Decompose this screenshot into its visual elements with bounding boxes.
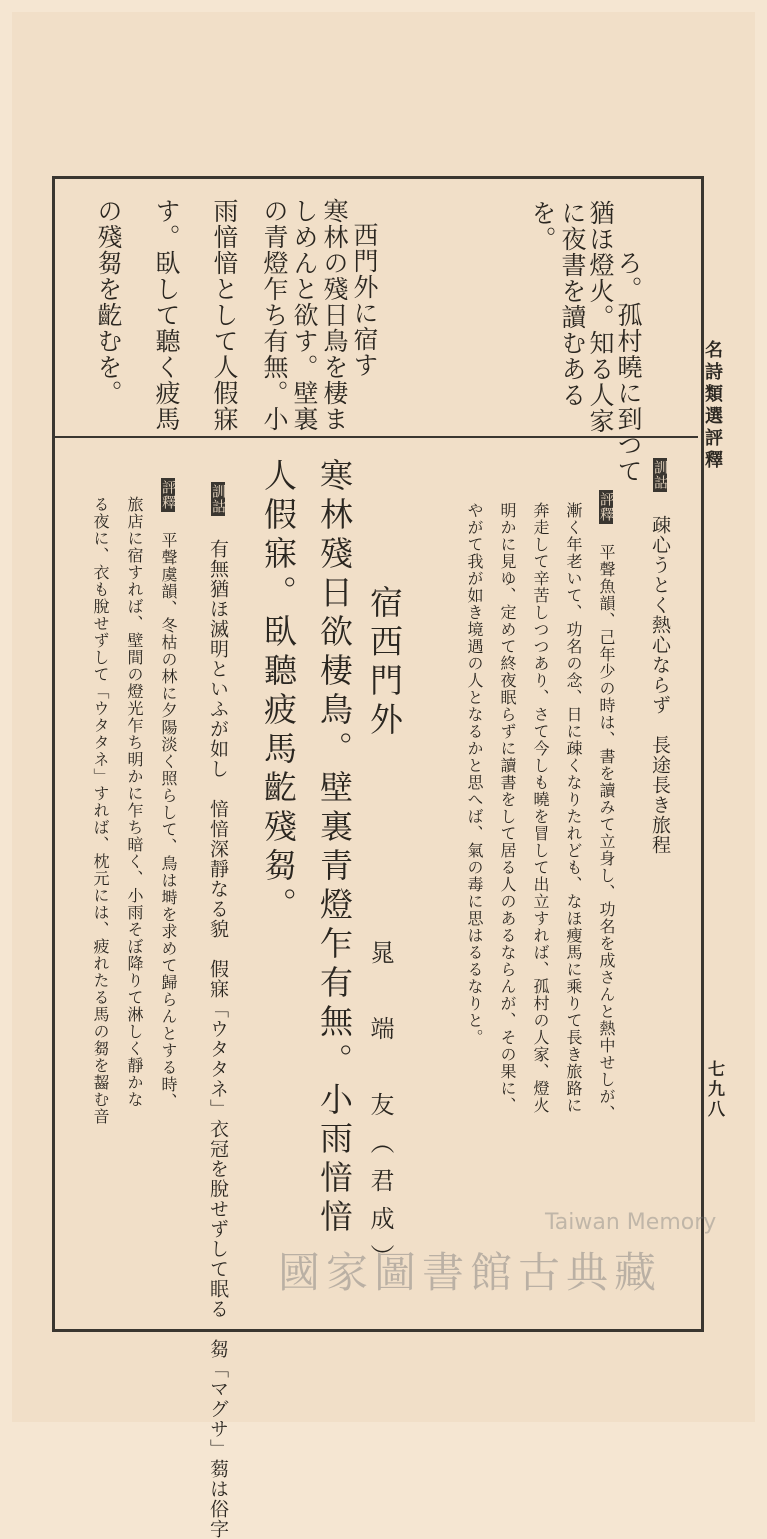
gloss-1 [650,458,669,855]
upper-text-line: に夜書を讀むある [558,200,587,408]
commentary-2-line: 旅店に宿すれば、壁間の燈光乍ち明かに乍ち暗く、小雨そぼ降りて淋しく靜かな [125,496,144,1108]
book-title: 名詩類選評釋 [702,340,723,472]
gloss-text: 有無猶ほ滅明といふが如し 愔愔深靜なる貌 假寐「ウタタネ」衣冠を脫せずして眠る 芻「マグサ」蒭は俗字 [207,539,229,1539]
commentary-label: 評釋 [598,492,614,522]
poem-title: 宿西門外 [365,585,404,741]
upper-text-line: す。臥して聽く疲馬 [152,198,181,432]
poem-line: 寒林殘日欲棲鳥。壁裏青燈乍有無。小雨愔愔 [315,458,354,1238]
page-number: 七九八 [704,1060,724,1120]
upper-text-line: の殘芻を齕むを。 [94,198,123,406]
upper-text-line: しめんと欲す。壁裏 [290,198,319,432]
commentary-1-line: 奔走して辛苦しつつあり、さて今しも曉を冒して出立すれば、孤村の人家、燈火 [531,502,550,1114]
watermark: 國家圖書館古典藏 [278,1248,663,1297]
upper-text-line: ろ。孤村曉に到つて [614,250,643,484]
watermark-english: Taiwan Memory [545,1210,717,1235]
upper-text-line: 猶ほ燈火。知る人家 [586,200,615,434]
upper-text-line: の青燈乍ち有無。小 [260,198,289,432]
gloss-2 [208,482,227,1539]
commentary-1-line: 漸く年老いて、功名の念、日に疎くなりたれども、なほ瘦馬に乘りて長き旅路に [564,502,583,1114]
section-divider [52,436,698,438]
commentary-2-line: る夜に、衣も脫せずして「ウタタネ」すれば、枕元には、疲れたる馬の芻を齧む音 [91,496,110,1125]
upper-text-line: 寒林の殘日鳥を棲ま [320,198,349,432]
gloss-label: 訓詁 [210,484,226,514]
commentary-label: 評釋 [160,480,176,510]
gloss-label: 訓詁 [652,460,668,490]
upper-text-line: 雨愔愔として人假寐 [210,198,239,432]
gloss-text: 疎心うとく熱心ならず 長途長き旅程 [649,515,671,855]
upper-text-line: 西門外に宿す [350,222,379,378]
commentary-1-line: 評釋 平聲魚韻、己年少の時は、書を讀みて立身し、功名を成さんと熱中せしが、 [597,492,616,1122]
poem-author: 晁 端 友（君成） [366,940,394,1282]
poem-line: 人假寐。臥聽疲馬齕殘芻。 [259,458,298,926]
commentary-1-line: 明かに見ゆ、定めて終夜眠らずに讀書をして居る人のあるならんが、その果に、 [498,502,517,1114]
commentary-2-line: 評釋 平聲虞韻、冬枯の林に夕陽淡く照らして、鳥は塒を求めて歸らんとする時、 [159,480,178,1110]
commentary-1-line: やがて我が如き境遇の人となるかと思へば、氣の毒に思はるるなりと。 [465,502,484,1046]
upper-text-line: を。 [528,200,557,252]
